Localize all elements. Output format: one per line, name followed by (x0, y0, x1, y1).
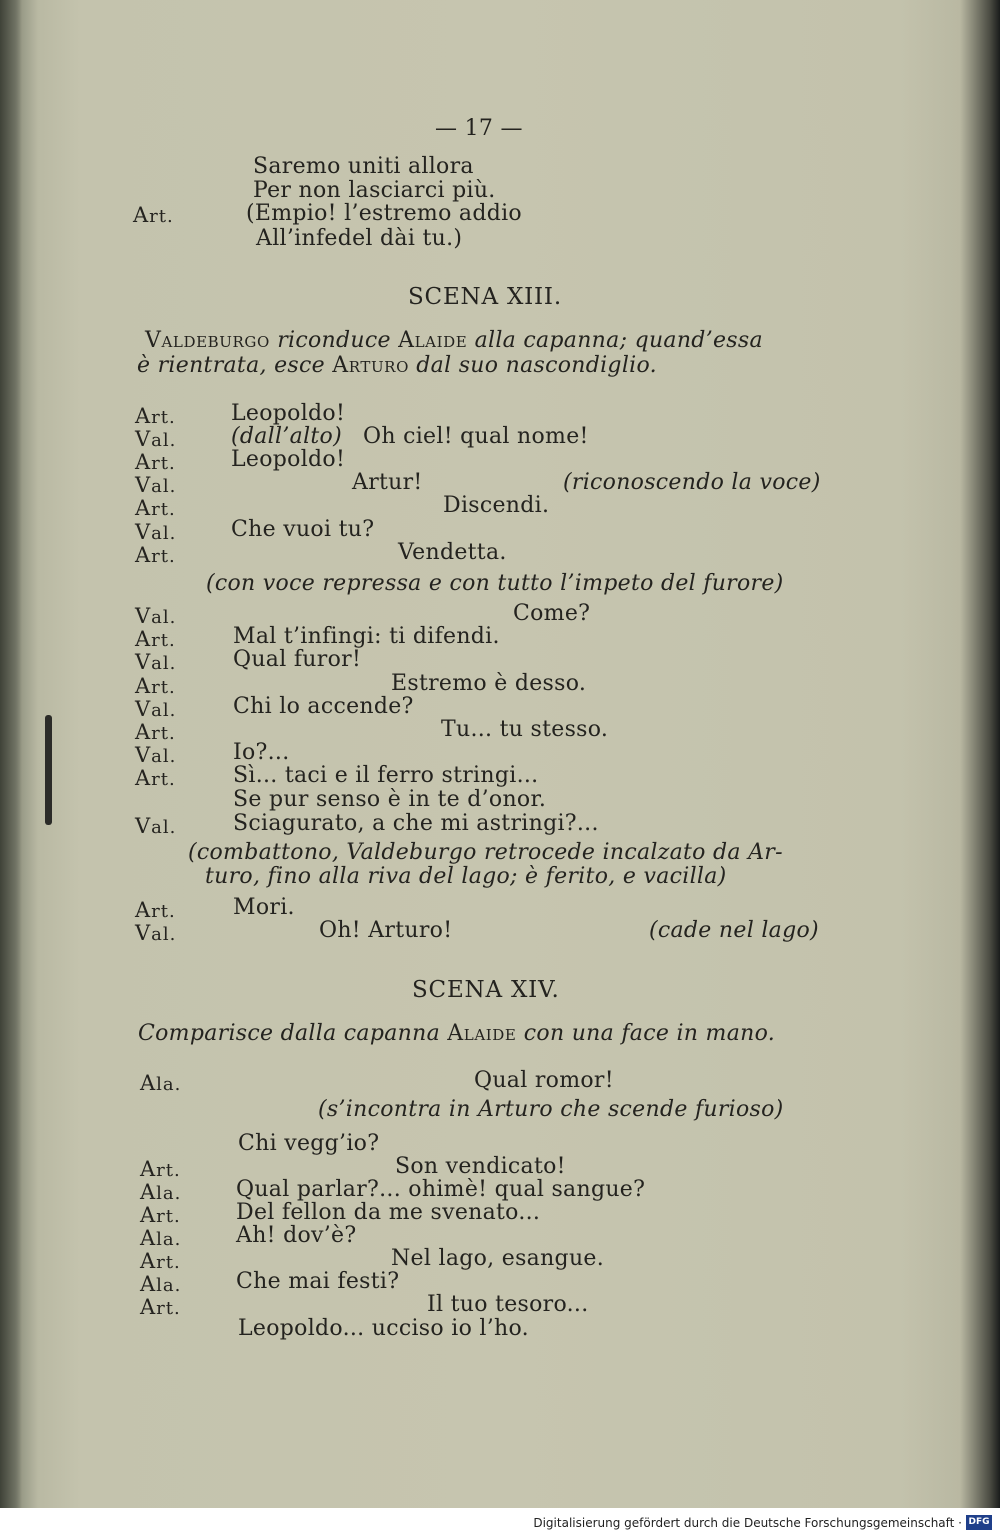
speaker-label: Art. (135, 404, 176, 428)
verse-line: Qual parlar?... ohimè! qual sangue? (236, 1177, 646, 1202)
verse-line: Come? (513, 601, 591, 626)
speaker-label: Val. (135, 650, 177, 674)
scene-title: SCENA XIV. (412, 977, 560, 1003)
stage-direction: (riconoscendo la voce) (563, 470, 821, 495)
dfg-logo: DFG (966, 1515, 992, 1530)
speaker-label: Art. (135, 627, 176, 651)
verse-line: Io?... (233, 740, 290, 765)
stage-direction (138, 1023, 775, 1045)
verse-line: Tu... tu stesso. (441, 717, 609, 742)
speaker-label: Art. (135, 450, 176, 474)
direction-text: con una face in mano. (523, 1021, 776, 1046)
speaker-label: Art. (135, 543, 176, 567)
verse-line: Ah! dov’è? (236, 1223, 357, 1248)
speaker-label: Art. (140, 1203, 181, 1227)
character-name: Alaide (398, 328, 468, 353)
speaker-label: Ala. (140, 1226, 182, 1250)
verse-line: Oh! Arturo! (319, 918, 453, 943)
speaker-label: Ala. (140, 1272, 182, 1296)
speaker-label: Art. (140, 1295, 181, 1319)
speaker-label: Art. (140, 1157, 181, 1181)
speaker-label: Art. (140, 1249, 181, 1273)
verse-line: (Empio! l’estremo addio (246, 201, 522, 226)
direction-text: alla capanna; quand’essa (474, 328, 763, 353)
binding-mark (45, 715, 52, 825)
verse-line: Mori. (233, 895, 295, 920)
verse-line: Il tuo tesoro... (427, 1292, 589, 1317)
verse-line: Oh ciel! qual nome! (363, 424, 589, 449)
verse-line: Leopoldo... ucciso io l’ho. (238, 1316, 529, 1341)
direction-text: è rientrata, esce (137, 353, 325, 378)
verse-line: Discendi. (443, 493, 550, 518)
verse-line: Leopoldo! (231, 447, 346, 472)
speaker-label: Art. (135, 898, 176, 922)
speaker-label: Val. (135, 604, 177, 628)
verse-line: Sì... taci e il ferro stringi... (233, 763, 539, 788)
stage-direction: (dall’alto) (231, 424, 342, 449)
verse-line: Son vendicato! (395, 1154, 566, 1179)
verse-line: Vendetta. (398, 540, 507, 565)
verse-line: Sciagurato, a che mi astringi?... (233, 811, 599, 836)
speaker-label: Val. (135, 520, 177, 544)
scene-title: SCENA XIII. (408, 284, 562, 310)
verse-line: Leopoldo! (231, 401, 346, 426)
verse-line: Per non lasciarci più. (253, 178, 496, 203)
speaker-label: Art. (135, 674, 176, 698)
speaker-label: Val. (135, 814, 177, 838)
speaker-label: Val. (135, 427, 177, 451)
book-spine (0, 0, 22, 1508)
speaker-label: Val. (135, 473, 177, 497)
verse-line: Del fellon da me svenato... (236, 1200, 541, 1225)
stage-direction: (cade nel lago) (649, 918, 819, 943)
speaker-label: Val. (135, 743, 177, 767)
speaker-label: Val. (135, 697, 177, 721)
verse-line: Chi vegg’io? (238, 1131, 380, 1156)
speaker-label: Ala. (140, 1071, 182, 1095)
direction-text: dal suo nascondiglio. (416, 353, 657, 378)
verse-line: Che mai festi? (236, 1269, 400, 1294)
verse-line: Saremo uniti allora (253, 154, 474, 179)
verse-line: Se pur senso è in te d’onor. (233, 787, 547, 812)
stage-direction: turo, fino alla riva del lago; è ferito, e vacilla) (205, 864, 727, 889)
verse-line: Che vuoi tu? (231, 517, 375, 542)
stage-direction (145, 330, 763, 352)
character-name: Valdeburgo (145, 328, 270, 353)
stage-direction: (s’incontra in Arturo che scende furioso) (318, 1097, 784, 1122)
stage-direction (137, 355, 657, 377)
verse-line: All’infedel dài tu.) (256, 226, 463, 251)
character-name: Arturo (332, 353, 409, 378)
verse-line: Qual romor! (474, 1068, 614, 1093)
speaker-label: Art. (135, 720, 176, 744)
direction-text: Comparisce dalla capanna (138, 1021, 440, 1046)
speaker-label: Art. (135, 766, 176, 790)
character-name: Alaide (447, 1021, 517, 1046)
stage-direction: (con voce repressa e con tutto l’impeto del furore) (206, 571, 784, 596)
stage-direction: (combattono, Valdeburgo retrocede incalzato da Ar- (188, 840, 783, 865)
speaker-label: Ala. (140, 1180, 182, 1204)
direction-text: riconduce (277, 328, 391, 353)
digitization-footer (0, 1508, 1000, 1538)
speaker-label: Art. (135, 496, 176, 520)
verse-line: Qual furor! (233, 647, 362, 672)
footer-credit: Digitalisierung gefördert durch die Deutsche Forschungsgemeinschaft · (533, 1516, 962, 1530)
page-number: — 17 — (435, 116, 523, 141)
verse-line: Artur! (352, 470, 423, 495)
verse-line: Nel lago, esangue. (391, 1246, 605, 1271)
verse-line: Chi lo accende? (233, 694, 414, 719)
speaker-label: Art. (133, 203, 174, 227)
verse-line: Estremo è desso. (391, 671, 587, 696)
verse-line: Mal t’infingi: ti difendi. (233, 624, 500, 649)
speaker-label: Val. (135, 921, 177, 945)
